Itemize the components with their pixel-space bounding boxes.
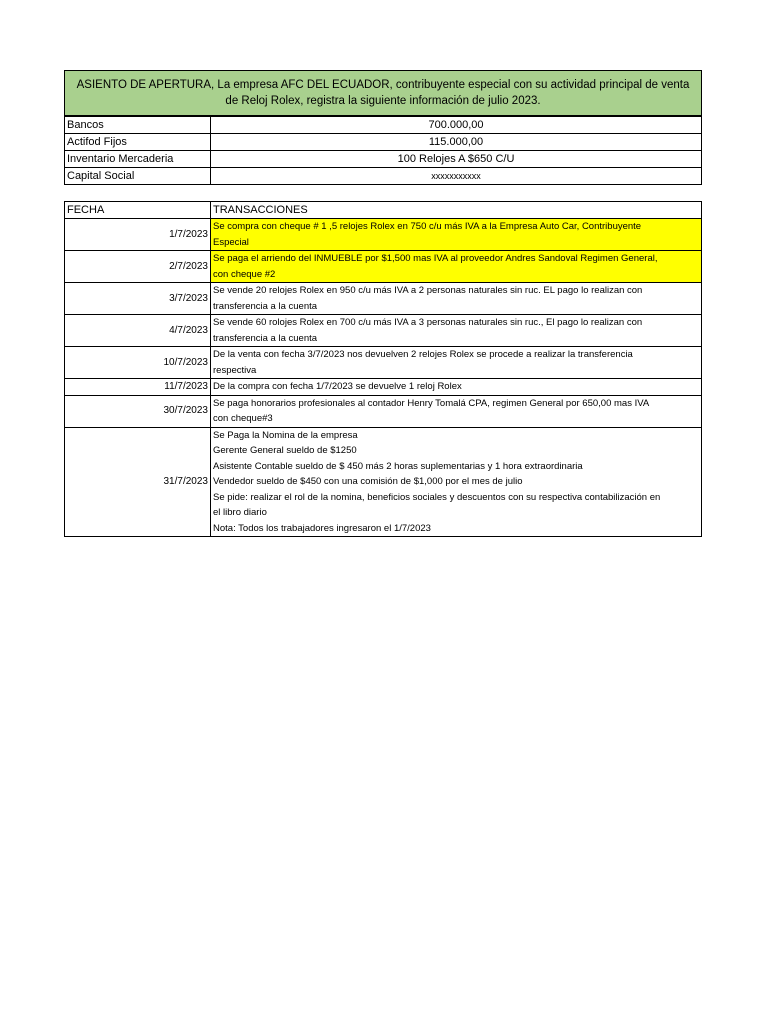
spreadsheet [64,70,702,537]
transaction-description[interactable] [211,251,702,283]
description-line: De la compra con fecha 1/7/2023 se devuelve 1 reloj Rolex [213,381,462,392]
transaction-date[interactable]: 31/7/2023 [65,427,211,537]
sheet-title: ASIENTO DE APERTURA, La empresa AFC DEL ECUADOR, contribuyente especial con su actividad principal de venta de Reloj Rolex, registra la siguiente información de julio 2023. [64,70,702,116]
opening-row [65,134,702,151]
description-line: el libro diario [213,507,267,518]
opening-value[interactable]: 115.000,00 [211,134,702,151]
transaction-date[interactable]: 3/7/2023 [65,283,211,315]
table-row [65,315,702,347]
table-row [65,283,702,315]
description-line: con cheque #2 [213,268,276,280]
table-row [65,395,702,427]
transaction-description[interactable] [211,427,702,537]
opening-label[interactable]: Bancos [65,117,211,134]
opening-row [65,117,702,134]
description-line: Se paga honorarios profesionales al contador Henry Tomalá CPA, regimen General por 650,00 mas IVA [213,397,650,409]
description-line: Asistente Contable sueldo de $ 450 más 2 horas suplementarias y 1 hora extraordinaria [213,460,583,472]
transaction-date[interactable]: 1/7/2023 [65,219,211,251]
header-description[interactable]: TRANSACCIONES [211,202,702,219]
description-line: Se vende 60 rolojes Rolex en 700 c/u más IVA a 3 personas naturales sin ruc., El pago lo realizan con [213,317,643,328]
opening-row [65,151,702,168]
description-line: Vendedor sueldo de $450 con una comisión de $1,000 por el mes de julio [213,476,523,487]
table-row [65,219,702,251]
description-line: con cheque#3 [213,413,273,424]
transaction-description[interactable] [211,347,702,379]
spacer [64,185,702,201]
opening-label[interactable]: Inventario Mercaderia [65,151,211,168]
description-line: Gerente General sueldo de $1250 [213,445,357,456]
transaction-date[interactable]: 30/7/2023 [65,395,211,427]
description-line: Se paga el arriendo del INMUEBLE por $1,500 mas IVA al proveedor Andres Sandoval Regimen General, [213,253,658,264]
transaction-date[interactable]: 11/7/2023 [65,379,211,396]
opening-value[interactable]: xxxxxxxxxxx [211,168,702,185]
description-line: Se vende 20 relojes Rolex en 950 c/u más IVA a 2 personas naturales sin ruc. EL pago lo realizan con [213,285,643,296]
transactions-header-row [65,202,702,219]
transaction-date[interactable]: 10/7/2023 [65,347,211,379]
transaction-description[interactable] [211,219,702,251]
description-line: respectiva [213,364,257,376]
description-line: Se Paga la Nomina de la empresa [213,429,358,441]
table-row [65,347,702,379]
transaction-date[interactable]: 4/7/2023 [65,315,211,347]
transaction-date[interactable]: 2/7/2023 [65,251,211,283]
header-date[interactable]: FECHA [65,202,211,219]
description-line: Especial [213,236,249,248]
transaction-description[interactable] [211,283,702,315]
opening-value[interactable]: 100 Relojes A $650 C/U [211,151,702,168]
opening-value[interactable]: 700.000,00 [211,117,702,134]
transaction-description[interactable] [211,395,702,427]
opening-label[interactable]: Actifod Fijos [65,134,211,151]
table-row [65,379,702,396]
description-line: De la venta con fecha 3/7/2023 nos devuelven 2 relojes Rolex se procede a realizar la transferencia [213,349,633,360]
transaction-description[interactable] [211,315,702,347]
description-line: transferencia a la cuenta [213,300,318,312]
table-row [65,427,702,537]
description-line: Nota: Todos los trabajadores ingresaron el 1/7/2023 [213,522,431,534]
opening-row [65,168,702,185]
description-line: Se pide: realizar el rol de la nomina, beneficios sociales y descuentos con su respectiva contabilización en [213,491,661,503]
description-line: Se compra con cheque # 1 ,5 relojes Rolex en 750 c/u más IVA a la Empresa Auto Car, Contribuyente [213,221,642,232]
table-row [65,251,702,283]
description-line: transferencia a la cuenta [213,332,318,344]
transaction-description[interactable] [211,379,702,396]
opening-balance-table [64,116,702,185]
opening-label[interactable]: Capital Social [65,168,211,185]
transactions-table [64,201,702,537]
